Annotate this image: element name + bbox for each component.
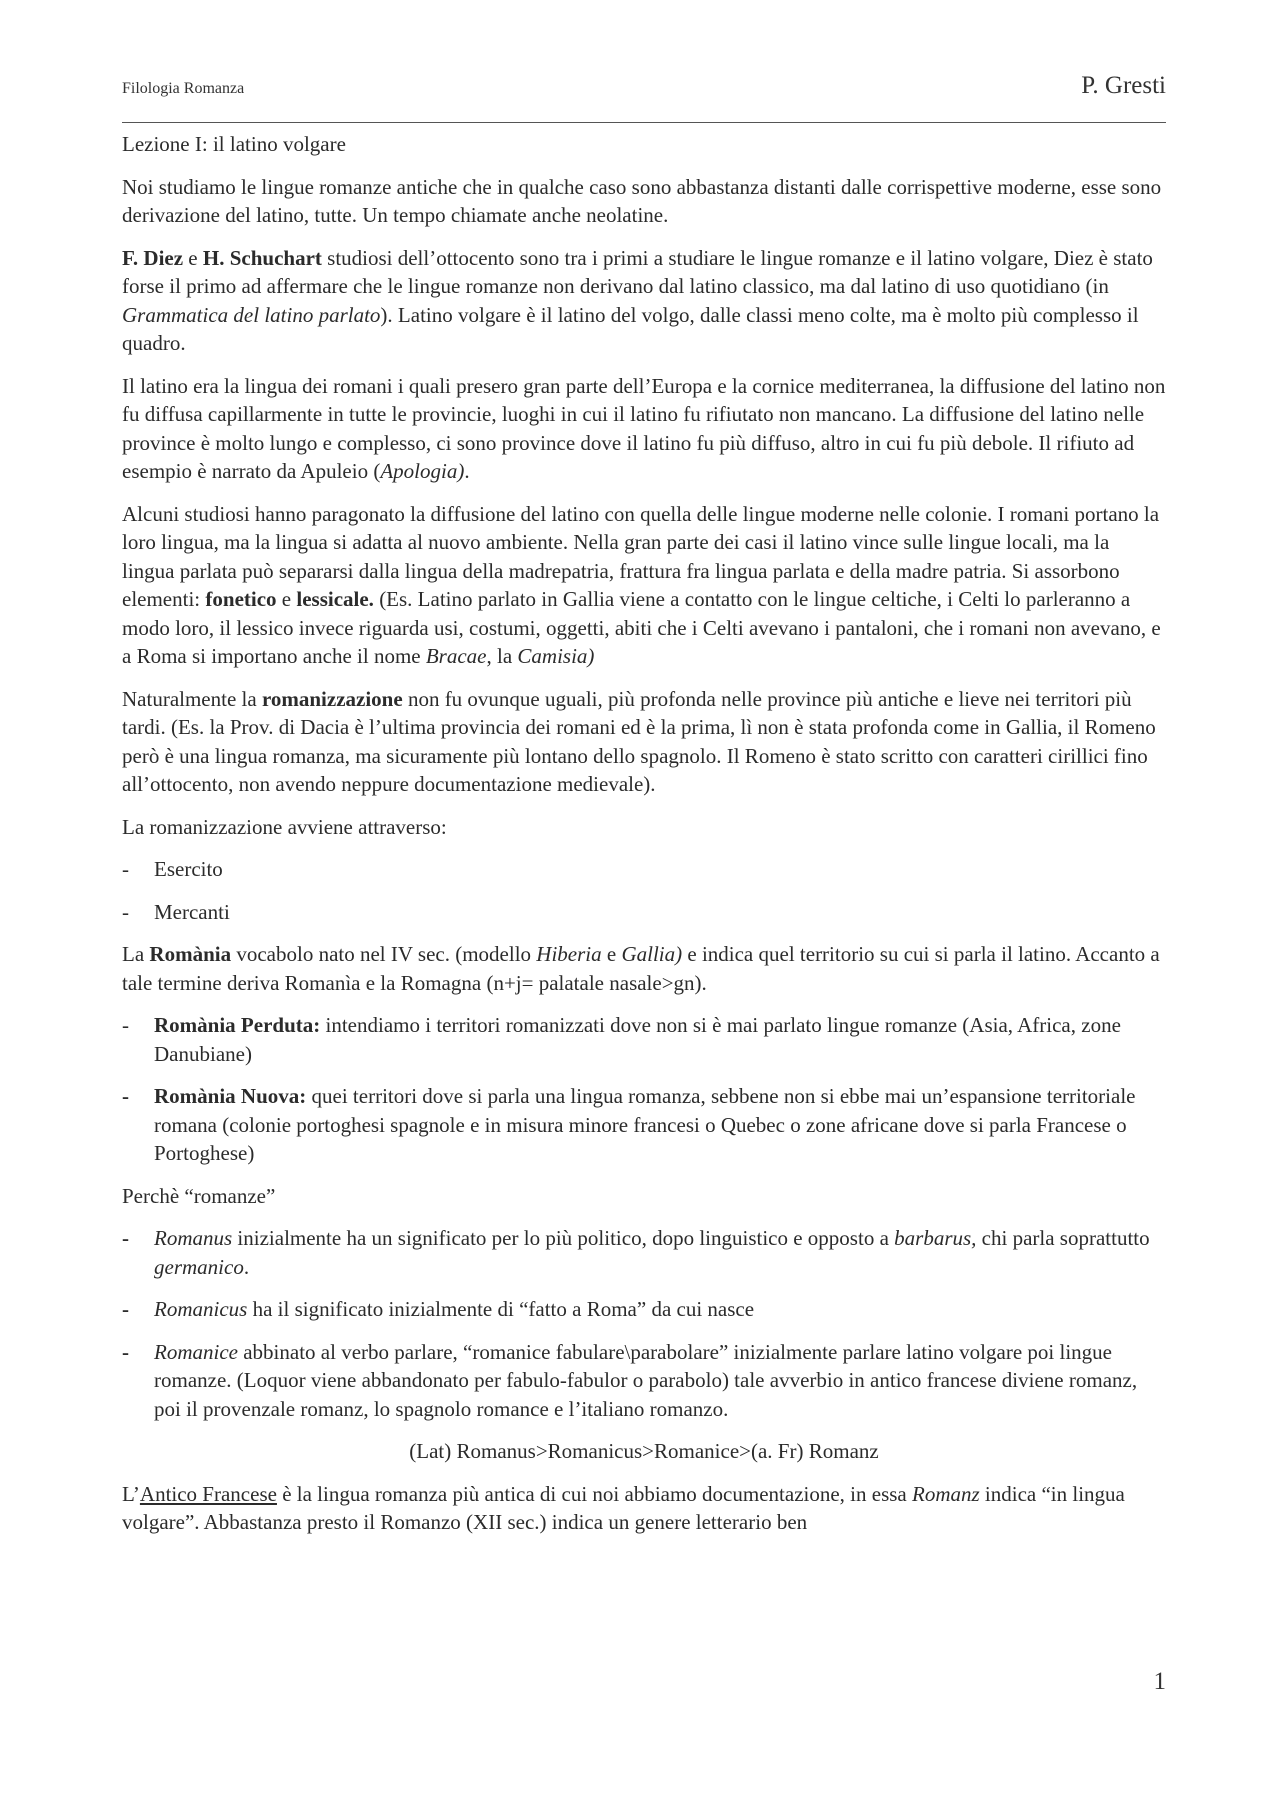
text-span: e [183, 245, 203, 270]
list-text: Esercito [154, 857, 223, 881]
paragraph-romanization [122, 685, 1166, 799]
name-schuchart: H. Schuchart [202, 245, 322, 270]
course-title: Filologia Romanza [122, 80, 245, 97]
text-span: (Es. Latino parlato in Gallia viene a contatto con le lingue celtiche, i Celti lo parleranno a modo loro, il lessico invece riguarda usi, costumi, oggetti, abiti che i Celti avevano i pantaloni, che i romani non avevano, e a Roma si importano anche il nome [122, 587, 1161, 668]
term-romanice: Romanice [154, 1339, 238, 1364]
book-title: Grammatica del latino parlato [122, 302, 381, 327]
paragraph-diez [122, 244, 1166, 358]
list-text: inizialmente ha un significato per lo più politico, dopo linguistico e opposto a [232, 1226, 895, 1250]
paragraph-why-romanze: Perchè “romanze” [122, 1183, 276, 1208]
text-span: . [464, 459, 470, 483]
list-text: intendiamo i territori romanizzati dove non si è mai parlato lingue romanze (Asia, Africa, zone Danubiane) [154, 1013, 1121, 1066]
text-span: Alcuni studiosi hanno paragonato la diffusione del latino con quella delle lingue moderne nelle colonie. I romani portano la loro lingua, ma la lingua si adatta al nuovo ambiente. Nella gran parte dei casi il latino vince sulle lingue locali, ma la lingua parlata può separarsi dalla lingua della madrepatria, frattura fra lingua parlata e della madre patria. Si assorbono elementi: [122, 501, 1160, 611]
text-span: indica “in lingua volgare”. Abbastanza presto il Romanzo (XII sec.) indica un genere letterario ben [122, 1481, 1125, 1534]
text-span: e [601, 942, 622, 966]
term-camisia: Camisia) [517, 644, 595, 668]
text-span: Naturalmente la [122, 686, 262, 711]
dash-marker: - [122, 857, 129, 881]
text-span: e indica quel territorio su cui si parla il latino. Accanto a tale termine deriva Romanìa e la Romagna (n+j= palatale nasale>gn). [122, 942, 1160, 995]
list-text: Mercanti [154, 899, 230, 924]
text-span: studiosi dell’ottocento sono tra i primi a studiare le lingue romanze e il latino volgare, Diez è stato forse il primo ad affermare che le lingue romanze non derivano dal latino classico, ma dal latino di uso quotidiano (in [122, 245, 1153, 298]
term-fonetico: fonetico [205, 587, 277, 611]
list-text: . [243, 1254, 250, 1279]
paragraph-colonies [122, 500, 1166, 671]
term-hiberia: Hiberia [536, 942, 602, 966]
list-item-romanicus [122, 1295, 1166, 1324]
term-romania-perduta: Romània Perduta: [154, 1013, 321, 1037]
dash-marker: - [122, 1297, 129, 1321]
list-text: quei territori dove si parla una lingua romanza, sebbene non si ebbe mai un’espansione territoriale romana (colonie portoghesi spagnole e in misura minore francesi o Quebec o zone africane dove si parla Francese o Portoghese) [154, 1084, 1136, 1165]
author-name: P. Gresti [1081, 72, 1166, 99]
text-span: è la lingua romanza più antica di cui noi abbiamo documentazione, in essa [276, 1481, 912, 1506]
dash-marker: - [122, 1013, 129, 1037]
paragraph-intro: Noi studiamo le lingue romanze antiche che in qualche caso sono abbastanza distanti dalle corrispettive moderne, esse sono derivazione del latino, tutte. Un tempo chiamate anche neolatine. [122, 174, 1162, 227]
apologia-title: Apologia) [380, 459, 465, 483]
term-romanz: Romanz [912, 1481, 980, 1506]
paragraph-antico-francese [122, 1480, 1166, 1537]
term-lessicale: lessicale. [296, 587, 374, 611]
text-span: ). Latino volgare è il latino del volgo, dalle classi meno colte, ma è molto più complesso il quadro. [122, 302, 1139, 355]
dash-marker: - [122, 1226, 129, 1250]
page-number: 1 [1153, 1668, 1166, 1695]
list-item-romanice [122, 1338, 1166, 1424]
text-span: non fu ovunque uguali, più profonda nelle province più antiche e lieve nei territori più tardi. (Es. la Prov. di Dacia è l’ultima provincia dei romani ed è la prima, lì non è stata profonda come in Gallia, il Romeno però è una lingua romanza, ma sicuramente più lontano dello spagnolo. Il Romeno è stato scritto con caratteri cirillici fino all’ottocento, non avendo neppure documentazione medievale). [122, 686, 1156, 796]
text-span: L’ [122, 1481, 140, 1506]
paragraph-romania [122, 940, 1166, 997]
paragraph-diffusion [122, 372, 1166, 486]
page-header [122, 72, 1166, 123]
list-item-esercito [122, 855, 1166, 884]
text-span: Il latino era la lingua dei romani i quali presero gran parte dell’Europa e la cornice mediterranea, la diffusione del latino non fu diffusa capillarmente in tutte le provincie, luoghi in cui il latino fu rifiutato non mancano. La diffusione del latino nelle province è molto lungo e complesso, ci sono province dove il latino fu più diffuso, altro in cui fu più debole. Il rifiuto ad esempio è narrato da Apuleio ( [122, 373, 1166, 483]
list-item-romania-nuova [122, 1082, 1166, 1168]
text-span: La [122, 942, 150, 966]
dash-marker: - [122, 1084, 129, 1108]
list-text: abbinato al verbo parlare, “romanice fabulare\parabolare” inizialmente parlare latino volgare poi lingue romanze. (Loquor viene abbandonato per fabulo-fabulor o parabolo) tale avverbio in antico francese diviene romanz, poi il provenzale romanz, lo spagnolo romance e l’italiano romanzo. [154, 1339, 1138, 1421]
text-span: e [276, 587, 297, 611]
list-item-mercanti [122, 898, 1166, 927]
etymology-line: (Lat) Romanus>Romanicus>Romanice>(a. Fr) Romanz [409, 1439, 879, 1463]
list-item-romania-perduta [122, 1011, 1166, 1068]
term-romania: Romània [149, 942, 232, 966]
lesson-title: Lezione I: il latino volgare [122, 132, 346, 156]
paragraph-means: La romanizzazione avviene attraverso: [122, 814, 447, 839]
dash-marker: - [122, 899, 129, 924]
term-romanizzazione: romanizzazione [261, 686, 403, 711]
term-bracae: Bracae [425, 644, 487, 668]
document-body [122, 130, 1166, 1551]
term-romania-nuova: Romània Nuova: [154, 1084, 307, 1108]
list-text: ha il significato inizialmente di “fatto a Roma” da cui nasce [247, 1297, 755, 1321]
term-romanus: Romanus [154, 1226, 233, 1250]
name-diez: F. Diez [122, 245, 184, 270]
text-span: , la [486, 644, 518, 668]
dash-marker: - [122, 1339, 129, 1364]
list-item-romanus [122, 1224, 1166, 1281]
term-romanicus: Romanicus [154, 1297, 248, 1321]
text-span: vocabolo nato nel IV sec. (modello [231, 942, 537, 966]
list-text: chi parla soprattutto [976, 1226, 1150, 1250]
term-barbarus: barbarus, [894, 1226, 977, 1250]
term-gallia: Gallia) [621, 942, 683, 966]
term-germanico: germanico [154, 1254, 244, 1279]
term-antico-francese: Antico Francese [139, 1481, 277, 1506]
